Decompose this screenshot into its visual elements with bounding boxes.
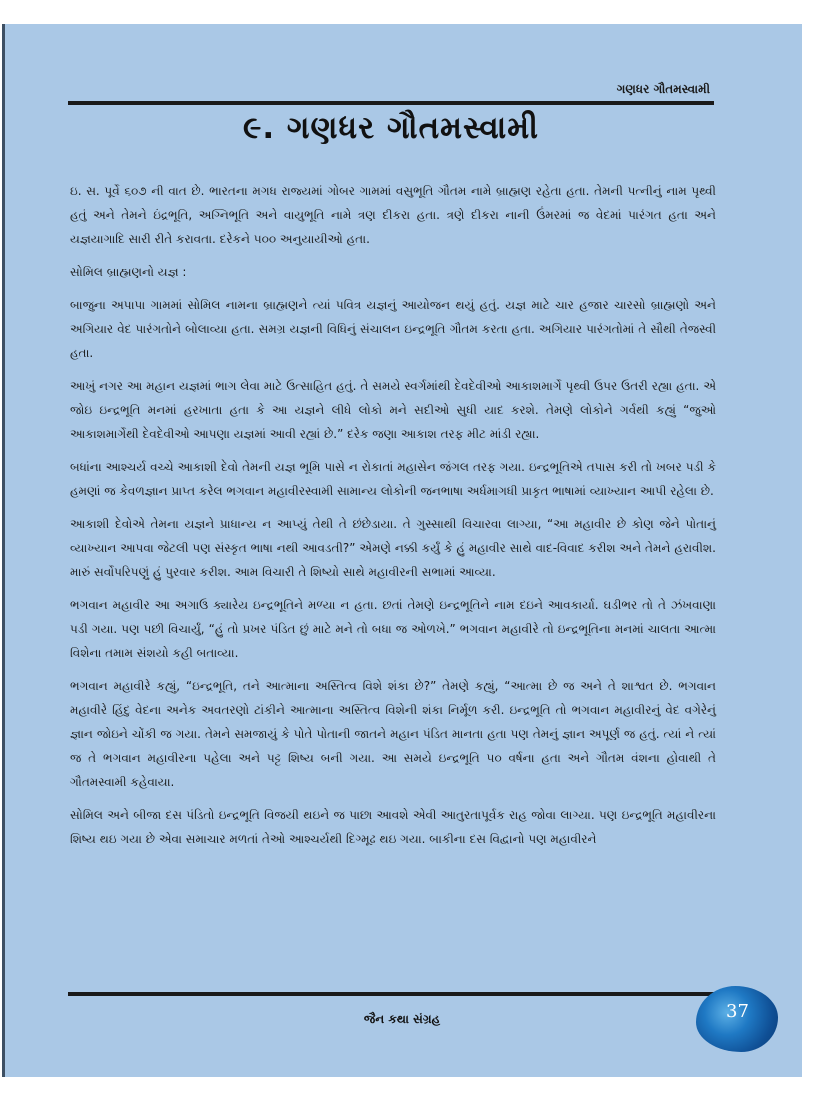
paragraph: આકાશી દેવોએ તેમના યજ્ઞને પ્રાધાન્ય ન આપ્યું તેથી તે છંછેડાયા. તે ગુસ્સાથી વિચારવા લાગ્યા, “આ મહાવીર છે કોણ જેને પોતાનું વ્યાખ્યાન આપવા જેટલી પણ સંસ્કૃત ભાષા નથી આવડતી?” એમણે નક્કી કર્યું કે હું મહાવીર સાથે વાદ-વિવાદ કરીશ અને તેમને હરાવીશ. મારું સર્વોપરિપણું હું પુરવાર કરીશ. આમ વિચારી તે શિષ્યો સાથે મહાવીરની સભામાં આવ્યા. — [70, 517, 716, 579]
header-rule — [68, 101, 714, 105]
running-header: ગણધર ગૌતમસ્વામી — [616, 82, 710, 96]
paragraph: આખું નગર આ મહાન યજ્ઞમાં ભાગ લેવા માટે ઉત્સાહિત હતું. તે સમયે સ્વર્ગમાંથી દેવદેવીઓ આકાશમાર્ગે પૃથ્વી ઉપર ઉતરી રહ્યા હતા. એ જોઇ ઇન્દ્રભૂતિ મનમાં હરખાતા હતા કે આ યજ્ઞને લીધે લોકો મને સદીઓ સુધી યાદ કરશે. તેમણે લોકોને ગર્વથી કહ્યું “જુઓ આકાશમાર્ગેથી દેવદેવીઓ આપણા યજ્ઞમાં આવી રહ્યાં છે.” દરેક જણા આકાશ તરફ મીટ માંડી રહ્યા. — [70, 379, 716, 441]
paragraph: ભગવાન મહાવીરે કહ્યું, “ઇન્દ્રભૂતિ, તને આત્માના અસ્તિત્વ વિશે શંકા છે?” તેમણે કહ્યું, “આત્મા છે જ અને તે શાશ્વત છે. ભગવાન મહાવીરે હિંદુ વેદના અનેક અવતરણો ટાંકીને આત્માના અસ્તિત્વ વિશેની શંકા નિર્મૂળ કરી. ઇન્દ્રભૂતિ તો ભગવાન મહાવીરનું વેદ વગેરેનું જ્ઞાન જોઇને ચોંકી જ ગયા. તેમને સમજાયું કે પોતે પોતાની જાતને મહાન પંડિત માનતા હતા પણ તેમનું જ્ઞાન અપૂર્ણ જ હતું. ત્યાં ને ત્યાં જ તે ભગવાન મહાવીરના પહેલા અને પટ્ટ શિષ્ય બની ગયા. આ સમયે ઇન્દ્રભૂતિ ૫૦ વર્ષના હતા અને ગૌતમ વંશના હોવાથી તે ગૌતમસ્વામી કહેવાયા. — [70, 679, 716, 789]
footer-rule — [68, 992, 714, 996]
chapter-title: ૯. ગણધર ગૌતમસ્વામી — [242, 110, 540, 146]
section-subheading: સોમિલ બ્રાહ્મણનો યજ્ઞ : — [70, 265, 187, 279]
page-edge-shadow — [2, 24, 5, 1077]
body-text — [70, 179, 716, 860]
paragraph: સોમિલ અને બીજા દસ પંડિતો ઇન્દ્રભૂતિ વિજયી થઇને જ પાછા આવશે એવી આતુરતાપૂર્વક રાહ જોવા લાગ્યા. પણ ઇન્દ્રભૂતિ મહાવીરના શિષ્ય થઇ ગયા છે એવા સમાચાર મળતાં તેઓ આશ્ચર્યથી દિગ્મૂઢ થઇ ગયા. બાકીના દસ વિદ્વાનો પણ મહાવીરને — [70, 808, 716, 846]
paragraph: ભગવાન મહાવીર આ અગાઉ ક્યારેય ઇન્દ્રભૂતિને મળ્યા ન હતા. છતાં તેમણે ઇન્દ્રભૂતિને નામ દઇને આવકાર્યા. ઘડીભર તો તે ઝંખવાણા પડી ગયા. પણ પછી વિચાર્યું, “હું તો પ્રખર પંડિત છું માટે મને તો બધા જ ઓળખે.” ભગવાન મહાવીરે તો ઇન્દ્રભૂતિના મનમાં ચાલતા આત્મા વિશેના તમામ સંશયો કહી બતાવ્યા. — [70, 598, 716, 660]
book-page — [2, 24, 802, 1077]
paragraph: બાજુના અપાપા ગામમાં સોમિલ નામના બ્રાહ્મણને ત્યાં પવિત્ર યજ્ઞનું આયોજન થયું હતું. યજ્ઞ માટે ચાર હજાર ચારસો બ્રાહ્મણો અને અગિયાર વેદ પારંગતોને બોલાવ્યા હતા. સમગ્ર યજ્ઞની વિધિનું સંચાલન ઇન્દ્રભૂતિ ગૌતમ કરતા હતા. અગિયાર પારંગતોમાં તે સૌથી તેજસ્વી હતા. — [70, 298, 716, 360]
paragraph: ઇ. સ. પૂર્વે ૬૦૭ ની વાત છે. ભારતના મગધ રાજ્યમાં ગોબર ગામમાં વસુભૂતિ ગૌતમ નામે બ્રાહ્મણ રહેતા હતા. તેમની પત્નીનું નામ પૃથ્વી હતું અને તેમને ઇંદ્રભૂતિ, અગ્નિભૂતિ અને વાયુભૂતિ નામે ત્રણ દીકરા હતા. ત્રણે દીકરા નાની ઉંમરમાં જ વેદમાં પારંગત હતા અને યજ્ઞયાગાદિ સારી રીતે કરાવતા. દરેકને ૫૦૦ અનુયાયીઓ હતા. — [70, 184, 716, 246]
footer-book-title: જૈન કથા સંગ્રહ — [363, 1012, 441, 1026]
paragraph: બધાંના આશ્ચર્ય વચ્ચે આકાશી દેવો તેમની યજ્ઞ ભૂમિ પાસે ન રોકાતાં મહાસેન જંગલ તરફ ગયા. ઇન્દ્રભૂતિએ તપાસ કરી તો ખબર પડી કે હમણાં જ કેવળજ્ઞાન પ્રાપ્ત કરેલ ભગવાન મહાવીરસ્વામી સામાન્ય લોકોની જનભાષા અર્ધમાગધી પ્રાકૃત ભાષામાં વ્યાખ્યાન આપી રહેલા છે. — [70, 460, 716, 498]
page-number: 37 — [726, 1001, 749, 1022]
